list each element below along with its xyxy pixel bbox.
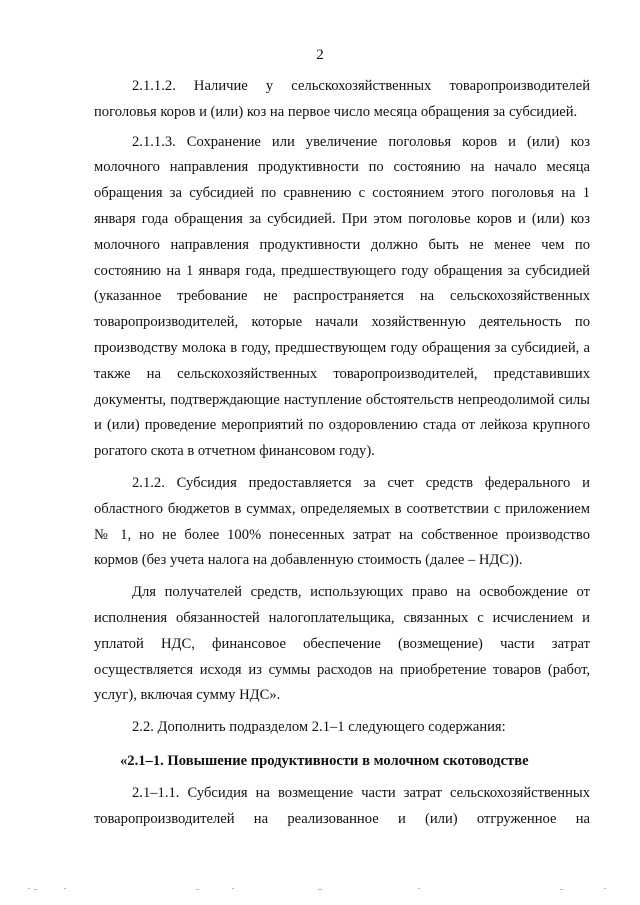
scan-artifacts [0,883,640,895]
paragraph-2-1-1-3: 2.1.1.3. Сохранение или увеличение поголовья коров и (или) коз молочного направления продуктивности по состоянию на начало месяца обращения за субсидией по сравнению с состоянием этого поголовья на 1 января года обращения за субсидией. При этом поголовье коров и (или) коз молочного направления продуктивности должно быть не менее чем по состоянию на 1 января года, предшествующего году обращения за субсидией (указанное требование не распространяется на сельскохозяйственных товаропроизводителей, которые начали хозяйственную деятельность по производству молока в году, предшествующем году обращения за субсидией, а также на сельскохозяйственных товаропроизводителей, представивших документы, подтверждающие наступление обстоятельств непреодолимой силы и (или) проведение мероприятий по оздоровлению стада от лейкоза крупного рогатого скота в отчетном финансовом году). [94,133,590,460]
page-number: 2 [316,47,324,63]
section-heading-2-1-1: «2.1–1. Повышение продуктивности в молочном скотоводстве [120,752,529,769]
paragraph-2-1-1-1: 2.1–1.1. Субсидия на возмещение части затрат сельскохозяйственных товаропроизводителей на реализованное и (или) отгруженное на [94,784,590,827]
paragraph-nds-exemption: Для получателей средств, использующих право на освобождение от исполнения обязанностей налогоплательщика, связанных с исчислением и уплатой НДС, финансовое обеспечение (возмещение) части затрат осуществляется исходя из суммы расходов на приобретение товаров (работ, услуг), включая сумму НДС». [94,584,590,704]
document-body [94,74,590,832]
paragraph-2-1-2: 2.1.2. Субсидия предоставляется за счет средств федерального и областного бюджетов в суммах, определяемых в соответствии с приложением № 1, но не более 100% понесенных затрат на собственное производство кормов (без учета налога на добавленную стоимость (далее – НДС)). [94,474,590,569]
paragraph-2-1-1-2: 2.1.1.2. Наличие у сельскохозяйственных товаропроизводителей поголовья коров и (или) коз на первое число месяца обращения за субсидией. [94,78,590,120]
paragraph-2-2: 2.2. Дополнить подразделом 2.1–1 следующего содержания: [132,719,506,736]
